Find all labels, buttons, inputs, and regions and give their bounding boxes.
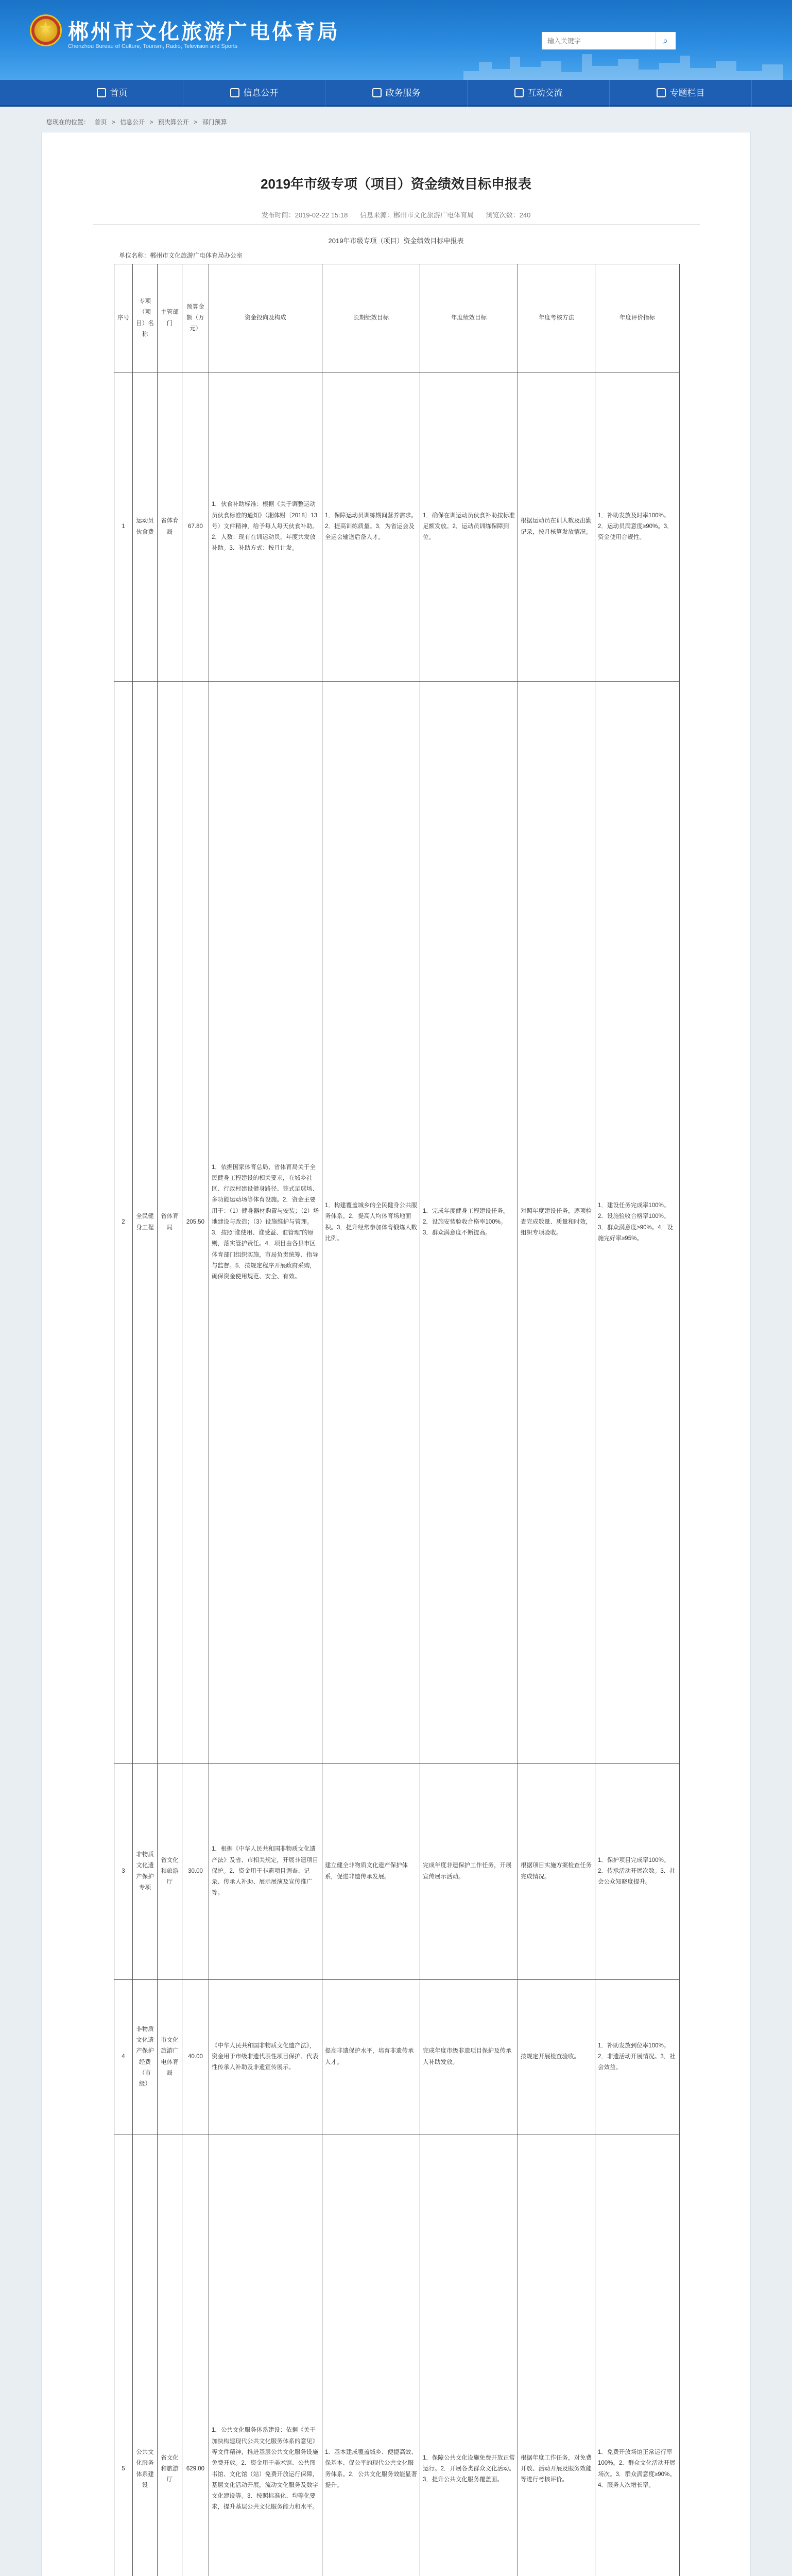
table-cell: 1．补助发放到位率100%。2．非遗活动开展情况。3．社会效益。 <box>595 1980 680 2134</box>
breadcrumb: 您现在的位置： 首页 > 信息公开 > 预决算公开 > 部门预算 <box>46 118 227 126</box>
table-cell: 运动员伙食费 <box>133 372 158 682</box>
doc-title: 2019年市级专项（项目）资金绩效目标申报表 <box>328 237 464 245</box>
table-cell: 建立健全非物质文化遗产保护体系，促进非遗传承发展。 <box>322 1764 420 1980</box>
table-cell: 1．确保在训运动员伙食补助按标准足额发放。2．运动员训练保障到位。 <box>420 372 518 682</box>
publish-date: 发布时间：2019-02-22 15:18 <box>261 211 348 219</box>
national-emblem-icon <box>30 14 62 46</box>
header-cell: 序号 <box>114 264 133 372</box>
breadcrumb-home[interactable]: 首页 <box>94 118 107 126</box>
site-header <box>0 0 792 80</box>
service-icon <box>372 88 382 97</box>
view-count: 浏览次数：240 <box>486 211 531 219</box>
table-cell: 1．保护项目完成率100%。2．传承活动开展次数。3．社会公众知晓度提升。 <box>595 1764 680 1980</box>
table-cell: 1．公共文化服务体系建设：依据《关于加快构建现代公共文化服务体系的意见》等文件精神，推进基层公共文化服务设施免费开放。2．资金用于美术馆、公共图书馆、文化馆（站）免费开放运行保障，基层文化活动开展，流动文化服务及数字文化建设等。3．按照标准化、均等化要求，提升基层公共文化服务能力和水平。 <box>209 2134 322 2576</box>
table-cell: 1．补助发放及时率100%。2．运动员满意度≥90%。3．资金使用合规性。 <box>595 372 680 682</box>
table-cell: 省文化和旅游厅 <box>158 1764 182 1980</box>
table-row <box>114 1980 680 2134</box>
table-cell: 4 <box>114 1980 133 2134</box>
table-cell: 《中华人民共和国非物质文化遗产法》，资金用于市级非遗代表性项目保护、代表性传承人补助及非遗宣传展示。 <box>209 1980 322 2134</box>
table-cell: 按规定开展检查验收。 <box>518 1980 595 2134</box>
table-cell: 提高非遗保护水平，培育非遗传承人才。 <box>322 1980 420 2134</box>
table-cell: 3 <box>114 1764 133 1980</box>
header-cell: 资金投向及构成 <box>209 264 322 372</box>
table-cell: 完成年度市级非遗项目保护及传承人补助发放。 <box>420 1980 518 2134</box>
table-row <box>114 372 680 682</box>
table-cell: 1．基本建成覆盖城乡、便捷高效、保基本、促公平的现代公共文化服务体系。2．公共文化服务效能显著提升。 <box>322 2134 420 2576</box>
table-cell: 省体育局 <box>158 682 182 1764</box>
breadcrumb-dept-budget[interactable]: 部门预算 <box>202 118 227 126</box>
table-cell: 1．保障公共文化设施免费开放正常运行。2．开展各类群众文化活动。3．提升公共文化服务覆盖面。 <box>420 2134 518 2576</box>
header-cell: 长期绩效目标 <box>322 264 420 372</box>
header-cell: 专项（项目）名称 <box>133 264 158 372</box>
nav-home[interactable]: 首页 <box>41 80 183 107</box>
site-title[interactable]: 郴州市文化旅游广电体育局 <box>68 20 340 44</box>
table-cell: 省文化和旅游厅 <box>158 2134 182 2576</box>
table-cell: 30.00 <box>182 1764 209 1980</box>
search-input[interactable] <box>542 32 655 49</box>
table-cell: 省体育局 <box>158 372 182 682</box>
chat-icon <box>514 88 524 97</box>
table-cell: 完成年度非遗保护工作任务，开展宣传展示活动。 <box>420 1764 518 1980</box>
header-cell: 主管部门 <box>158 264 182 372</box>
table-cell: 1．保障运动员训练期间营养需求。2．提高训练质量。3．为省运会及全运会输送后备人才。 <box>322 372 420 682</box>
main-nav <box>0 80 792 107</box>
header-cell: 预算金额（万元） <box>182 264 209 372</box>
table-cell: 1 <box>114 372 133 682</box>
doc-icon <box>230 88 239 97</box>
home-icon <box>97 88 106 97</box>
table-cell: 1．构建覆盖城乡的全民健身公共服务体系。2．提高人均体育场地面积。3．提升经常参加体育锻炼人数比例。 <box>322 682 420 1764</box>
header-cell: 年度绩效目标 <box>420 264 518 372</box>
divider <box>93 224 700 225</box>
nav-info-disclosure[interactable]: 信息公开 <box>183 80 325 107</box>
table-cell: 对照年度建设任务，逐项检查完成数量、质量和时效，组织专项验收。 <box>518 682 595 1764</box>
table-cell: 1．根据《中华人民共和国非物质文化遗产法》及省、市相关规定，开展非遗项目保护。2．资金用于非遗项目调查、记录、传承人补助、展示展演及宣传推广等。 <box>209 1764 322 1980</box>
article-title: 2019年市级专项（项目）资金绩效目标申报表 <box>261 176 531 192</box>
table-cell: 1．免费开放场馆正常运行率100%。2．群众文化活动开展场次。3．群众满意度≥90%。4．服务人次增长率。 <box>595 2134 680 2576</box>
search-button[interactable] <box>655 32 676 49</box>
table-cell: 629.00 <box>182 2134 209 2576</box>
nav-topics[interactable]: 专题栏目 <box>610 80 752 107</box>
table-cell: 40.00 <box>182 1980 209 2134</box>
table-row <box>114 1764 680 1980</box>
table-cell: 非物质文化遗产保护专项 <box>133 1764 158 1980</box>
unit-name: 单位名称：郴州市文化旅游广电体育局办公室 <box>119 252 243 259</box>
city-skyline-decoration <box>463 52 783 80</box>
header-cell: 年度评价指标 <box>595 264 680 372</box>
table-cell: 205.50 <box>182 682 209 1764</box>
table-cell: 市文化旅游广电体育局 <box>158 1980 182 2134</box>
table-cell: 公共文化服务体系建设 <box>133 2134 158 2576</box>
table-cell: 1．伙食补助标准：根据《关于调整运动员伙食标准的通知》（湘体财〔2018〕13号）文件精神，给予每人每天伙食补助。2．人数：现有在训运动员，年度共发放补助。3．补助方式：按月计发。 <box>209 372 322 682</box>
table-header-row <box>114 264 680 372</box>
site-subtitle: Chenzhou Bureau of Culture, Tourism, Radio, Television and Sports <box>68 43 238 49</box>
table-cell: 1．建设任务完成率100%。2．设施验收合格率100%。3．群众满意度≥90%。4．设施完好率≥95%。 <box>595 682 680 1764</box>
header-cell: 年度考核方法 <box>518 264 595 372</box>
table-cell: 全民健身工程 <box>133 682 158 1764</box>
table-cell: 1．依据国家体育总局、省体育局关于全民健身工程建设的相关要求，在城乡社区、行政村建设健身路径、笼式足球场、多功能运动场等体育设施。2．资金主要用于：（1）健身器材购置与安装；（2）场地建设与改造；（3）设施维护与管理。3．按照“谁使用、谁受益、谁管理”的原则，落实管护责任。4．项目由各县市区体育部门组织实施，市局负责统筹、指导与监督。5．按规定程序开展政府采购，确保资金使用规范、安全、有效。 <box>209 682 322 1764</box>
table-cell: 根据运动员在训人数及出勤记录，按月核算发放情况。 <box>518 372 595 682</box>
topic-icon <box>657 88 666 97</box>
table-row <box>114 682 680 1764</box>
table-cell: 根据项目实施方案检查任务完成情况。 <box>518 1764 595 1980</box>
budget-table <box>114 264 680 2576</box>
table-cell: 根据年度工作任务，对免费开放、活动开展及服务效能等进行考核评价。 <box>518 2134 595 2576</box>
nav-interaction[interactable]: 互动交流 <box>468 80 610 107</box>
breadcrumb-budget[interactable]: 预决算公开 <box>158 118 189 126</box>
table-cell: 非物质文化遗产保护经费（市级） <box>133 1980 158 2134</box>
info-source: 信息来源：郴州市文化旅游广电体育局 <box>359 211 474 219</box>
table-cell: 2 <box>114 682 133 1764</box>
table-row <box>114 2134 680 2576</box>
table-cell: 5 <box>114 2134 133 2576</box>
nav-gov-service[interactable]: 政务服务 <box>325 80 468 107</box>
search-icon: ⌕ <box>662 36 668 46</box>
table-cell: 1．完成年度健身工程建设任务。2．设施安装验收合格率100%。3．群众满意度不断提高。 <box>420 682 518 1764</box>
article-meta <box>42 210 750 219</box>
table-cell: 67.80 <box>182 372 209 682</box>
breadcrumb-info[interactable]: 信息公开 <box>120 118 145 126</box>
article-container <box>41 132 751 2576</box>
